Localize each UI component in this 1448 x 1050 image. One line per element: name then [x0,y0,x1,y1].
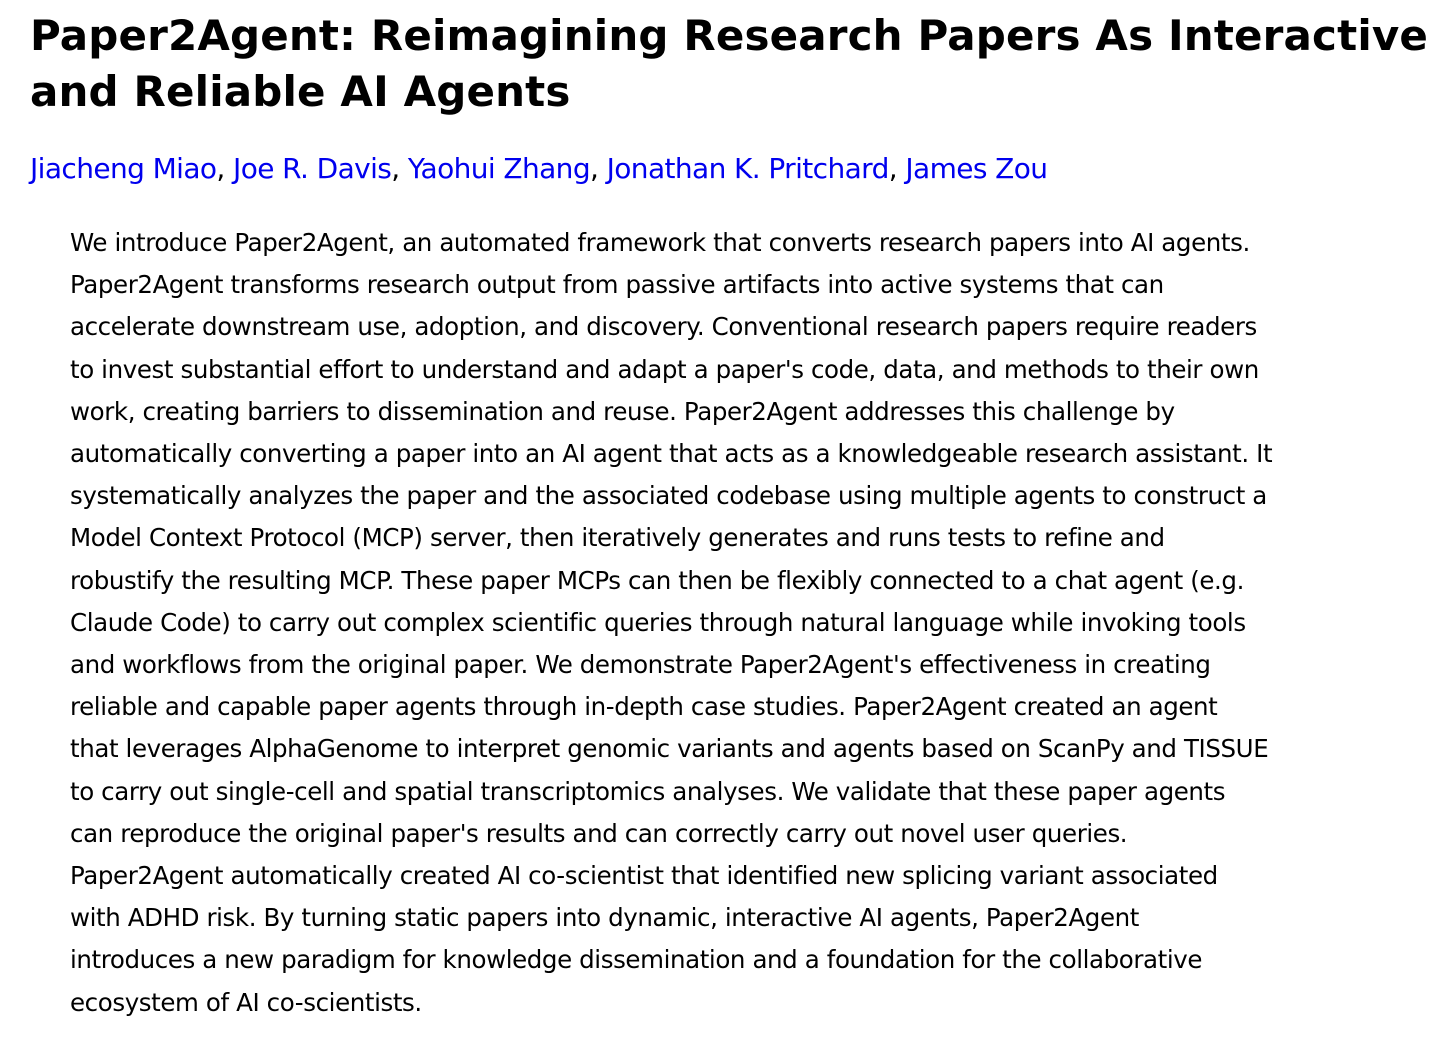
abstract-line: can reproduce the original paper's results and can correctly carry out novel user queries. [70,818,1128,848]
abstract-line: accelerate downstream use, adoption, and discovery. Conventional research papers require readers [70,312,1257,342]
abstract-line: Model Context Protocol (MCP) server, then iteratively generates and runs tests to refine and [70,523,1165,553]
author-link[interactable]: Joe R. Davis [233,152,392,185]
abstract [70,222,1430,1024]
abstract-line: Paper2Agent automatically created AI co-scientist that identified new splicing variant associated [70,861,1218,891]
abstract-line: work, creating barriers to dissemination and reuse. Paper2Agent addresses this challenge by [70,396,1175,426]
author-list [30,149,1047,189]
abstract-line: reliable and capable paper agents through in-depth case studies. Paper2Agent created an agent [70,692,1218,722]
abstract-line: with ADHD risk. By turning static papers into dynamic, interactive AI agents, Paper2Agent [70,903,1139,933]
abstract-line: introduces a new paradigm for knowledge dissemination and a foundation for the collaborative [70,945,1203,975]
author-link[interactable]: Jiacheng Miao [30,152,217,185]
abstract-line: that leverages AlphaGenome to interpret genomic variants and agents based on ScanPy and TISSUE [70,734,1269,764]
abstract-line: automatically converting a paper into an AI agent that acts as a knowledgeable research assistant. It [70,439,1273,469]
title-line: and Reliable AI Agents [30,67,571,116]
abstract-line: robustify the resulting MCP. These paper MCPs can then be flexibly connected to a chat agent (e.g. [70,565,1244,595]
title-line: Paper2Agent: Reimagining Research Papers As Interactive [30,11,1429,60]
abstract-line: We introduce Paper2Agent, an automated framework that converts research papers into AI agents. [70,228,1250,257]
author-separator: , [590,152,607,185]
author-link[interactable]: Yaohui Zhang [407,152,590,185]
abstract-line: Paper2Agent transforms research output from passive artifacts into active systems that can [70,270,1164,300]
abstract-line: to carry out single-cell and spatial transcriptomics analyses. We validate that these paper agents [70,776,1226,806]
author-link[interactable]: Jonathan K. Pritchard [606,152,889,185]
abstract-line: ecosystem of AI co-scientists. [70,987,422,1017]
abstract-line: and workflows from the original paper. We demonstrate Paper2Agent's effectiveness in creating [70,650,1211,680]
abstract-line: systematically analyzes the paper and the associated codebase using multiple agents to construct a [70,481,1267,511]
abstract-line: Claude Code) to carry out complex scientific queries through natural language while invoking tools [70,607,1246,637]
author-separator: , [888,152,906,185]
abstract-line: to invest substantial effort to understand and adapt a paper's code, data, and methods to their own [70,354,1259,384]
author-separator: , [391,152,408,185]
author-link[interactable]: James Zou [905,152,1048,185]
paper-title [30,8,1435,120]
author-separator: , [216,152,234,185]
